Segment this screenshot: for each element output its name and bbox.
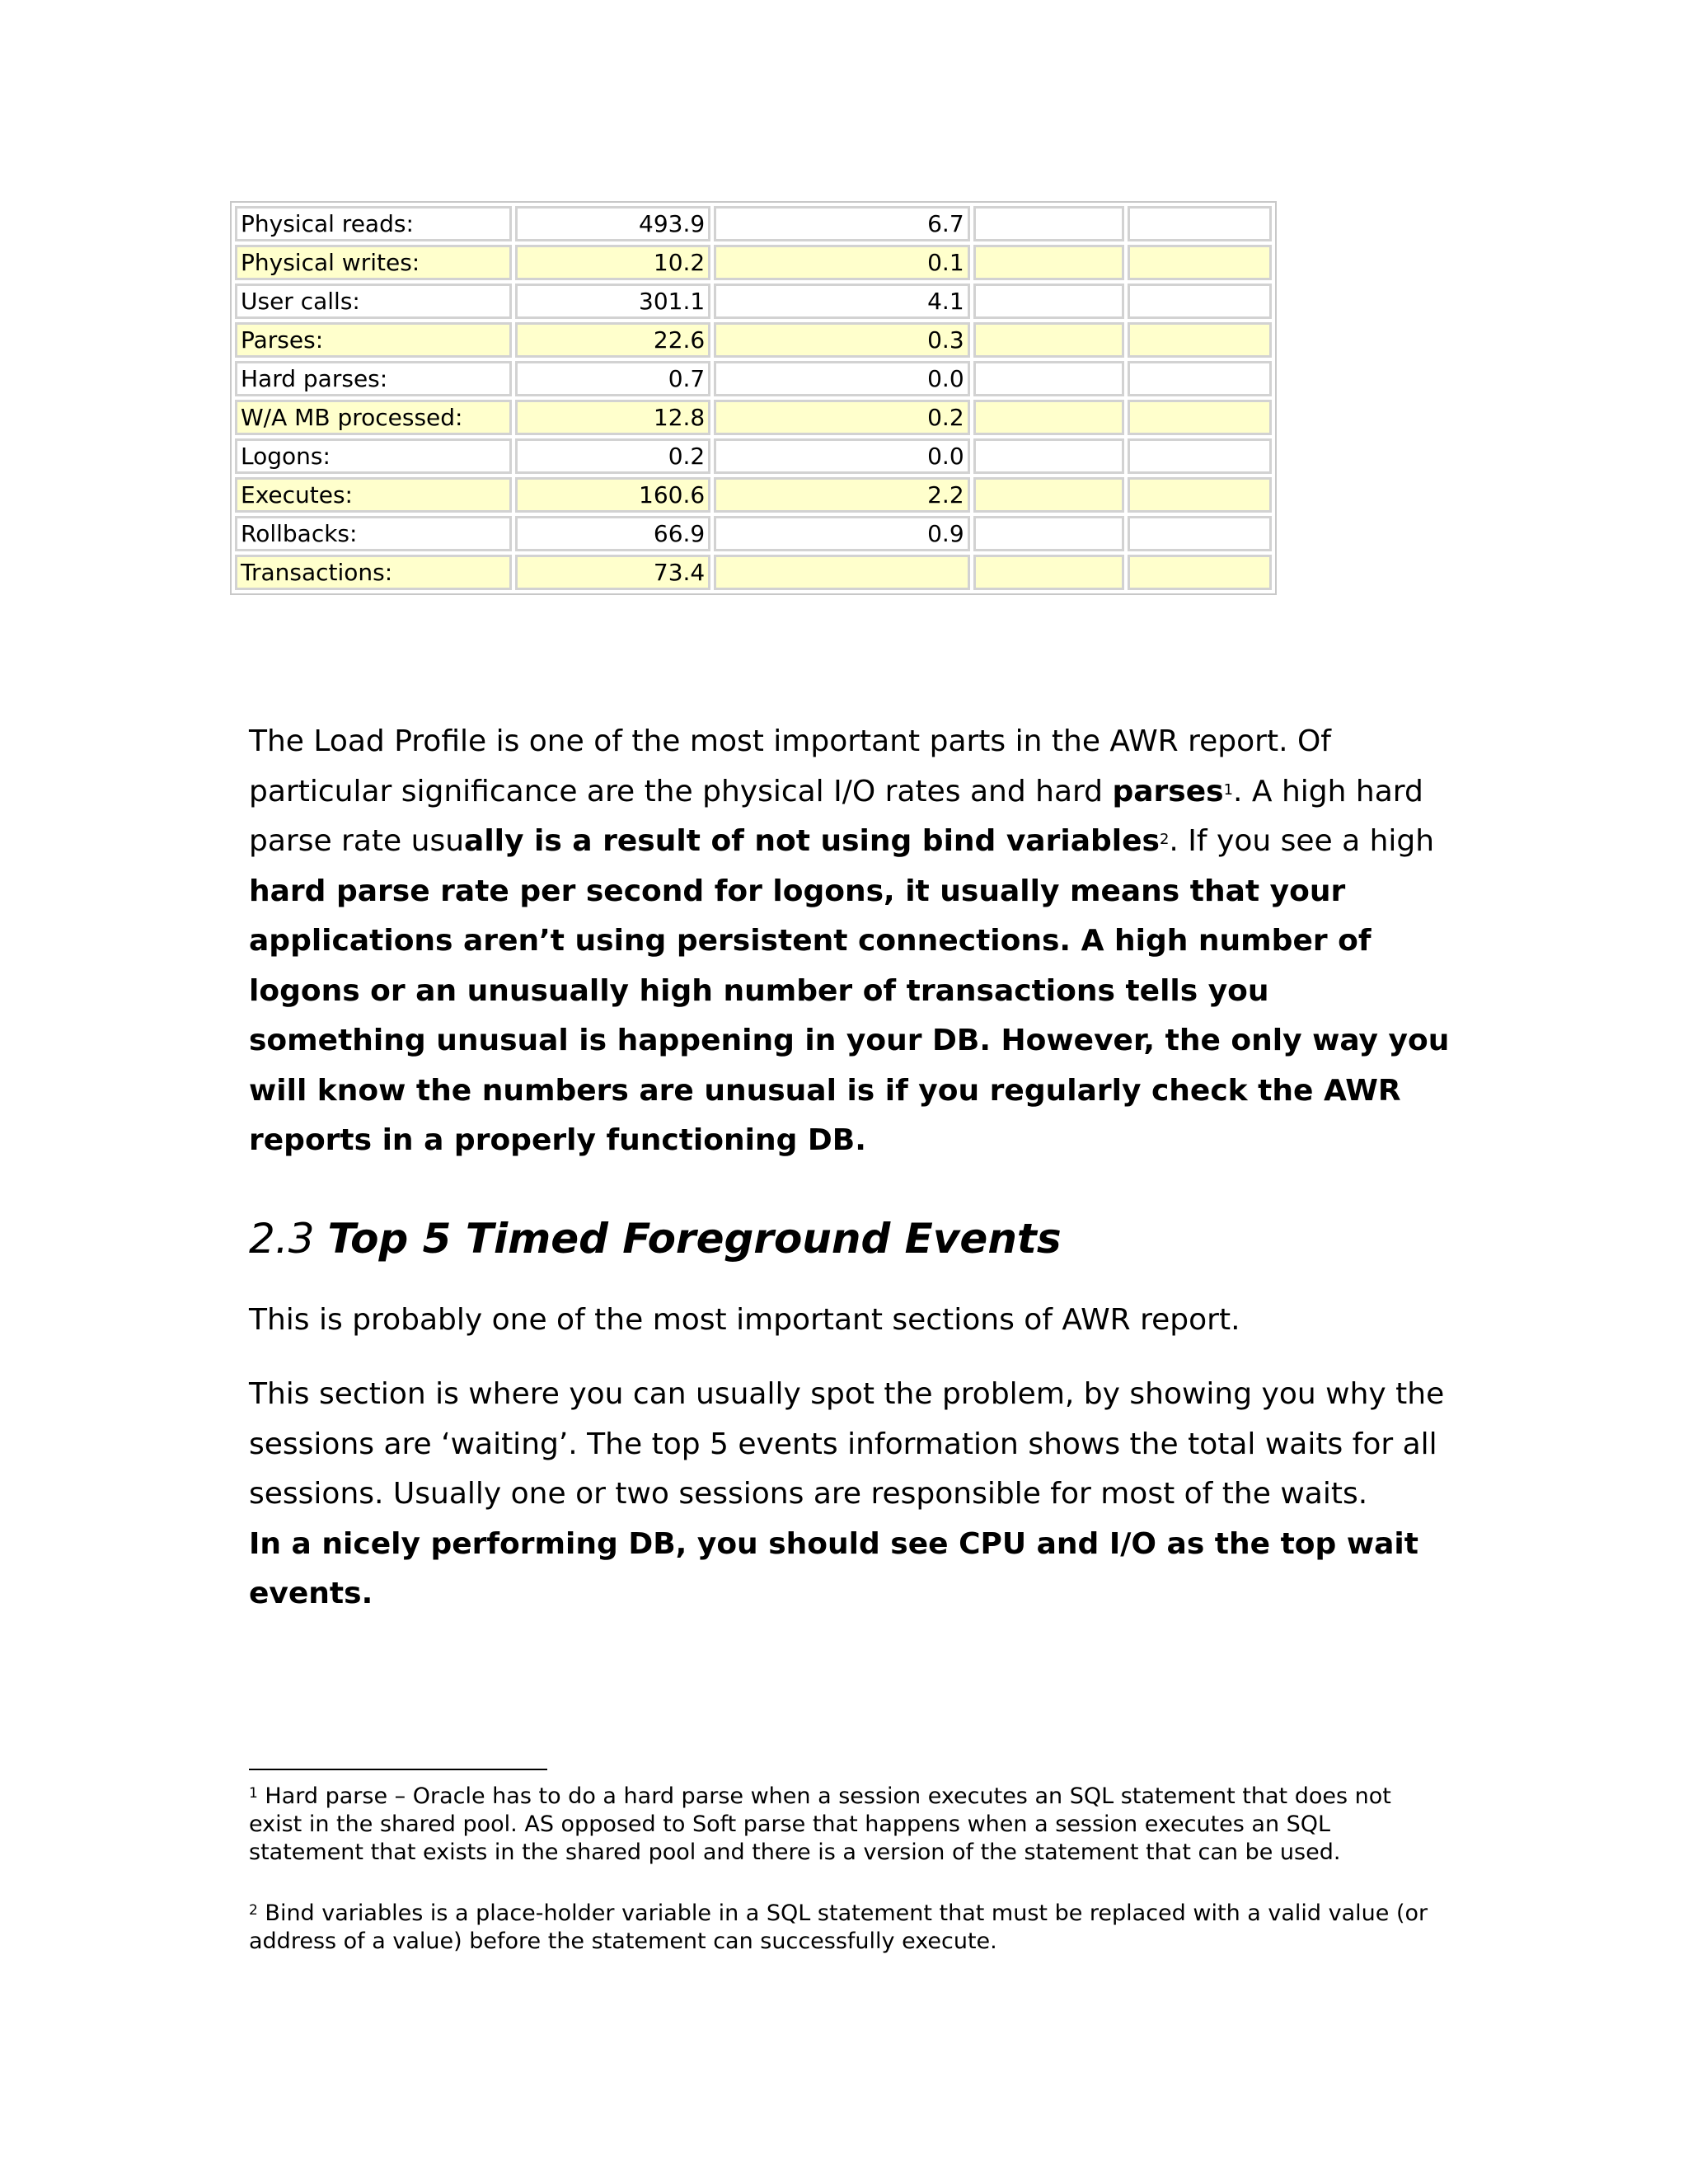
empty-cell [1128, 477, 1272, 513]
per-transaction-value: 4.1 [714, 284, 969, 319]
row-label: Rollbacks: [235, 516, 512, 551]
per-transaction-value: 0.2 [714, 400, 969, 435]
empty-cell [1128, 400, 1272, 435]
empty-cell [1128, 361, 1272, 396]
paragraph-text: . A high hard parse rate usu [249, 774, 1423, 858]
per-second-value: 22.6 [515, 322, 710, 358]
footnote-mark: 2 [249, 1902, 258, 1919]
empty-cell [1128, 438, 1272, 474]
empty-cell [1128, 284, 1272, 319]
empty-cell [973, 555, 1125, 590]
table-row [235, 206, 1272, 241]
section-title: Top 5 Timed Foreground Events [327, 1215, 1062, 1263]
empty-cell [973, 206, 1125, 241]
empty-cell [973, 477, 1125, 513]
per-second-value: 66.9 [515, 516, 710, 551]
table-row [235, 284, 1272, 319]
empty-cell [1128, 206, 1272, 241]
load-profile-table [230, 201, 1277, 595]
row-label: User calls: [235, 284, 512, 319]
bold-text: hard parse rate per second for logons, it usually means that your applications aren’t using persistent connections. A high number of logons or an unusually high number of transactions tells you something unusual is happening in your DB. However, the only way you will know the numbers are unusual is if you regularly check the AWR reports in a properly functioning DB. [249, 874, 1450, 1157]
table-row [235, 555, 1272, 590]
per-transaction-value [714, 555, 969, 590]
row-label: Physical reads: [235, 206, 512, 241]
per-second-value: 301.1 [515, 284, 710, 319]
empty-cell [973, 400, 1125, 435]
row-label: W/A MB processed: [235, 400, 512, 435]
footnote-reference[interactable]: 1 [1223, 780, 1234, 799]
per-second-value: 160.6 [515, 477, 710, 513]
explanation-paragraph [249, 1370, 1452, 1619]
section-number: 2.3 [249, 1215, 315, 1263]
per-transaction-value: 0.9 [714, 516, 969, 551]
per-second-value: 0.7 [515, 361, 710, 396]
empty-cell [1128, 322, 1272, 358]
paragraph-text: This section is where you can usually spot the problem, by showing you why the sessions are ‘waiting’. The top 5 events information shows the total waits for all sessions. Usually one or two sessions are responsible for most of the waits. [249, 1377, 1445, 1511]
bold-text: parses [1112, 774, 1224, 808]
intro-paragraph: This is probably one of the most important sections of AWR report. [249, 1303, 1240, 1337]
empty-cell [973, 284, 1125, 319]
per-second-value: 10.2 [515, 245, 710, 280]
empty-cell [1128, 516, 1272, 551]
per-second-value: 0.2 [515, 438, 710, 474]
per-transaction-value: 0.3 [714, 322, 969, 358]
row-label: Physical writes: [235, 245, 512, 280]
row-label: Executes: [235, 477, 512, 513]
footnote-mark: 1 [249, 1785, 258, 1802]
bold-text: ally is a result of not using bind variables [464, 824, 1160, 858]
empty-cell [973, 322, 1125, 358]
load-profile-paragraph [249, 717, 1452, 1166]
section-heading [249, 1210, 1062, 1268]
footnote-reference[interactable]: 2 [1159, 831, 1170, 848]
bold-text: In a nicely performing DB, you should see CPU and I/O as the top wait events. [249, 1526, 1418, 1610]
table-row [235, 361, 1272, 396]
footnote-separator [249, 1769, 547, 1770]
footnote-text: Hard parse – Oracle has to do a hard parse when a session executes an SQL statement that does not exist in the shared pool. AS opposed to Soft parse that happens when a session executes an SQL statement that exists in the shared pool and there is a version of the statement that can be used. [249, 1783, 1391, 1865]
per-second-value: 73.4 [515, 555, 710, 590]
table-row [235, 245, 1272, 280]
empty-cell [1128, 245, 1272, 280]
per-second-value: 12.8 [515, 400, 710, 435]
per-transaction-value: 0.0 [714, 361, 969, 396]
footnote-1 [249, 1783, 1436, 1867]
row-label: Hard parses: [235, 361, 512, 396]
table-row [235, 477, 1272, 513]
table-row [235, 516, 1272, 551]
empty-cell [1128, 555, 1272, 590]
paragraph-text: The Load Profile is one of the most important parts in the AWR report. Of particular significance are the physical I/O rates and hard [249, 724, 1331, 808]
footnote-text: Bind variables is a place-holder variable in a SQL statement that must be replaced with a valid value (or address of a value) before the statement can successfully execute. [249, 1900, 1428, 1954]
per-second-value: 493.9 [515, 206, 710, 241]
row-label: Parses: [235, 322, 512, 358]
per-transaction-value: 0.0 [714, 438, 969, 474]
load-profile-body [235, 206, 1272, 590]
empty-cell [973, 516, 1125, 551]
row-label: Transactions: [235, 555, 512, 590]
footnote-2 [249, 1900, 1436, 1956]
empty-cell [973, 245, 1125, 280]
per-transaction-value: 2.2 [714, 477, 969, 513]
table-row [235, 400, 1272, 435]
row-label: Logons: [235, 438, 512, 474]
table-row [235, 322, 1272, 358]
paragraph-text: . If you see a high [1169, 824, 1435, 858]
per-transaction-value: 0.1 [714, 245, 969, 280]
table-row [235, 438, 1272, 474]
empty-cell [973, 438, 1125, 474]
per-transaction-value: 6.7 [714, 206, 969, 241]
empty-cell [973, 361, 1125, 396]
